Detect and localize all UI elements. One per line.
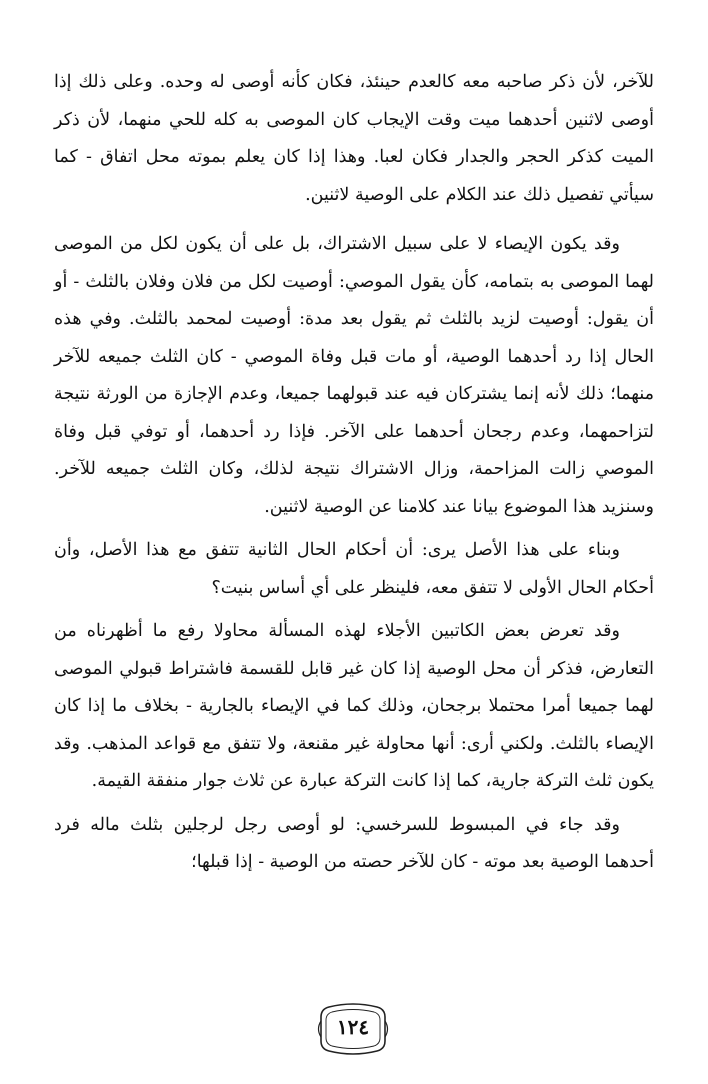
page-number: ١٢٤ <box>336 1015 370 1039</box>
paragraph-5: وقد جاء في المبسوط للسرخسي: لو أوصى رجل لرجلين بثلث ماله فرد أحدهما الوصية بعد موته - كان للآخر حصته من الوصية - إذا قبلها؛ <box>54 814 654 872</box>
paragraph-1: للآخر، لأن ذكر صاحبه معه كالعدم حينئذ، فكان كأنه أوصى له وحده. وعلى ذلك إذا أوصى لاثنين أحدهما ميت وقت الإيجاب كان الموصى به كله للحي منهما، لأن ذكر الميت كذكر الحجر والجدار فكان لعبا. وهذا إذا كان يعلم بموته محل اتفاق - كما سيأتي تفصيل ذلك عند الكلام على الوصية لاثنين. <box>54 72 654 205</box>
paragraph-4: وقد تعرض بعض الكاتبين الأجلاء لهذه المسألة محاولا رفع ما أظهرناه من التعارض، فذكر أن محل الوصية إذا كان غير قابل للقسمة فاشتراط قبولي الموصى لهما جميعا أمرا محتملا برجحان، وذلك كما في الإيصاء بالجارية - بخلاف ما إذا كان الإيصاء بالثلث. ولكني أرى: أنها محاولة غير مقنعة، ولا تتفق مع قواعد المذهب. وقد يكون ثلث التركة جارية، كما إذا كانت التركة عبارة عن ثلاث جوار منفقة القيمة. <box>54 621 654 791</box>
page-number-frame <box>315 1001 391 1057</box>
page-text <box>54 64 654 882</box>
paragraph-2: وقد يكون الإيصاء لا على سبيل الاشتراك، بل على أن يكون لكل من الموصى لهما الموصى به بتمامه، كأن يقول الموصي: أوصيت لكل من فلان وفلان بالثلث - أو أن يقول: أوصيت لزيد بالثلث ثم يقول بعد مدة: أوصيت لمحمد بالثلث. وفي هذه الحال إذا رد أحدهما الوصية، أو مات قبل وفاة الموصي - كان الثلث جميعه للآخر منهما؛ ذلك لأنه إنما يشتركان فيه عند قبولهما جميعا، وعدم الإجازة من الورثة نتيجة لتزاحمهما، وعدم رجحان أحدهما على الآخر. فإذا رد أحدهما، أو توفي قبل وفاة الموصي زالت المزاحمة، وزال الاشتراك نتيجة لذلك، وكان الثلث جميعه للآخر. وسنزيد هذا الموضوع بيانا عند كلامنا عن الوصية لاثنين. <box>54 234 654 517</box>
paragraph-3: وبناء على هذا الأصل يرى: أن أحكام الحال الثانية تتفق مع هذا الأصل، وأن أحكام الحال الأولى لا تتفق معه، فلينظر على أي أساس بنيت؟ <box>54 540 654 598</box>
